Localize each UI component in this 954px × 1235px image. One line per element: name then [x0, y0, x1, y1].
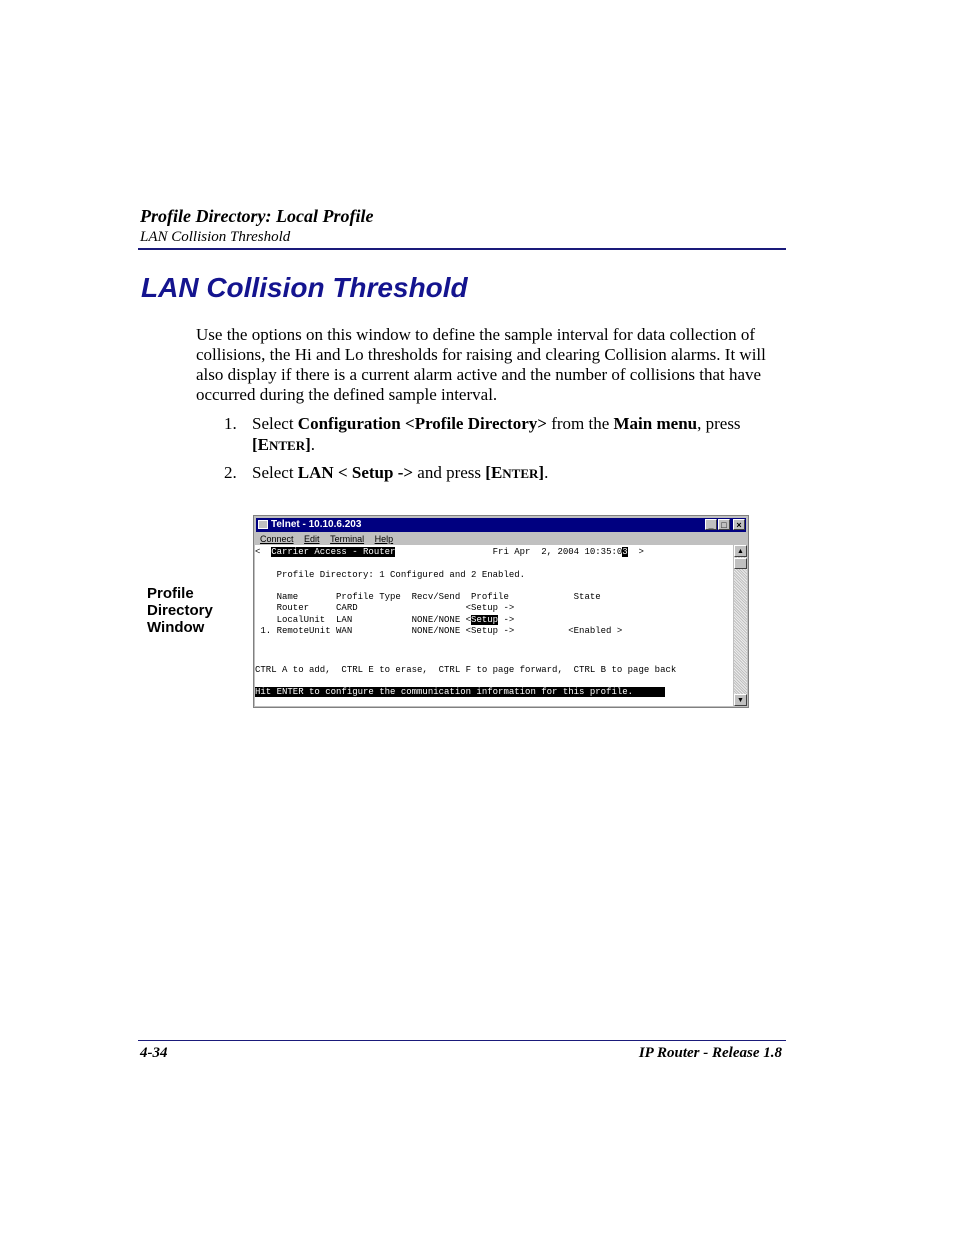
terminal-line: 1. RemoteUnit WAN NONE/NONE <Setup -> <Enabled >: [255, 626, 623, 636]
step-number: 2.: [224, 463, 237, 482]
vertical-scrollbar[interactable]: [734, 545, 747, 706]
setup-selection[interactable]: Setup: [471, 615, 499, 625]
footer-product: IP Router - Release 1.8: [638, 1045, 782, 1061]
maximize-button[interactable]: □: [718, 519, 730, 530]
terminal-line: CTRL A to add, CTRL E to erase, CTRL F to page forward, CTRL B to page back: [255, 665, 677, 675]
scroll-down-icon[interactable]: ▼: [734, 694, 747, 706]
scroll-up-icon[interactable]: ▲: [734, 545, 747, 557]
step-text: from the: [546, 414, 614, 433]
header-rule: [138, 248, 786, 250]
close-button[interactable]: ×: [733, 519, 745, 530]
figure-label-line: Directory: [147, 602, 213, 619]
step-text: Select: [252, 414, 298, 433]
step-text: Select: [252, 463, 298, 482]
telnet-window: [253, 515, 749, 708]
window-titlebar[interactable]: [256, 518, 746, 532]
step-list: [224, 413, 784, 484]
figure-label: [147, 585, 213, 636]
figure-label-line: Window: [147, 619, 205, 636]
terminal-line: < Carrier Access - Router Fri Apr 2, 2004 10:35:03 >: [255, 547, 644, 557]
intro-paragraph: Use the options on this window to define the sample interval for data collection of collisions, the Hi and Lo thresholds for raising and clearing Collision alarms. It will also display if there is a current alarm active and the number of collisions that have occurred during the defined sample interval.: [196, 325, 766, 404]
figure-label-line: Profile: [147, 585, 194, 602]
step-bold: LAN < Setup ->: [297, 463, 414, 482]
step-bold: Main menu: [613, 414, 698, 433]
step-text: and press: [413, 463, 486, 482]
menu-terminal[interactable]: Terminal: [330, 534, 365, 544]
menu-help[interactable]: Help: [374, 534, 394, 544]
step-number: 1.: [224, 414, 237, 433]
window-title: Telnet - 10.10.6.203: [271, 519, 362, 530]
menu-bar: [256, 533, 397, 545]
terminal-status-line: Hit ENTER to configure the communication information for this profile.: [255, 687, 666, 697]
terminal-line: Router CARD <Setup ->: [255, 603, 515, 613]
step-item: [224, 462, 784, 484]
section-title: LAN Collision Threshold: [141, 272, 468, 303]
menu-connect[interactable]: Connect: [260, 534, 294, 544]
step-text: .: [544, 463, 549, 482]
minimize-button[interactable]: _: [705, 519, 717, 530]
step-bold: Configuration <Profile Directory>: [297, 414, 547, 433]
scroll-thumb[interactable]: [734, 558, 747, 569]
footer-rule: [138, 1040, 786, 1041]
terminal-line: Profile Directory: 1 Configured and 2 Enabled.: [255, 570, 526, 580]
running-header-title: Profile Directory: Local Profile: [140, 206, 374, 226]
step-item: [224, 413, 784, 456]
key-enter: [ENTER]: [252, 435, 311, 454]
step-text: .: [310, 435, 316, 454]
terminal-screen[interactable]: [255, 545, 733, 706]
telnet-app-icon[interactable]: [258, 520, 268, 529]
page-number: 4-34: [140, 1045, 168, 1061]
running-header-subtitle: LAN Collision Threshold: [140, 229, 291, 245]
key-enter: [ENTER]: [485, 463, 545, 482]
step-text: , press: [697, 414, 741, 433]
terminal-line: LocalUnit LAN NONE/NONE <Setup ->: [255, 615, 515, 625]
menu-edit[interactable]: Edit: [304, 534, 320, 544]
terminal-line: Name Profile Type Recv/Send Profile State: [255, 592, 601, 602]
